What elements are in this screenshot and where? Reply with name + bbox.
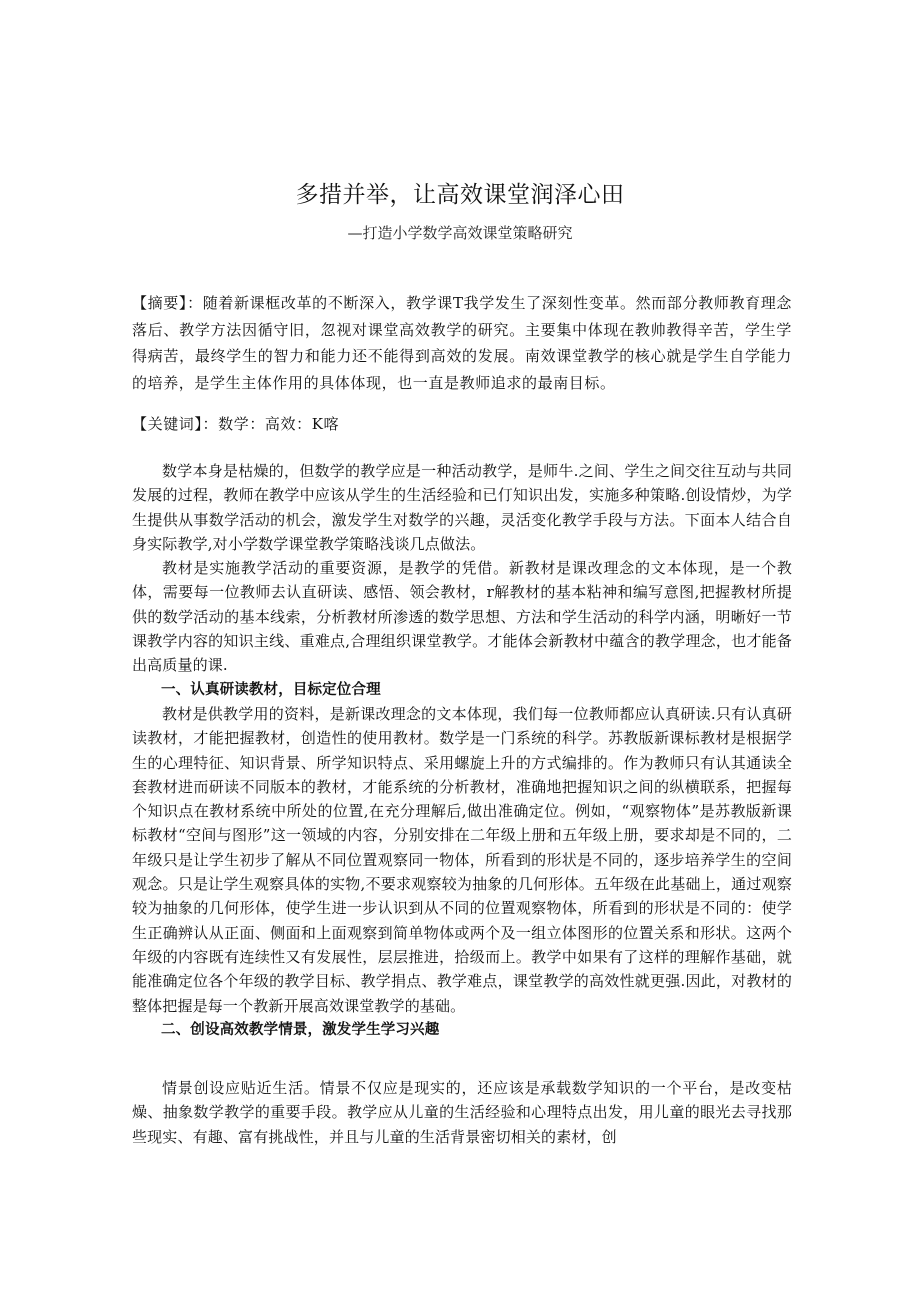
keywords [132, 411, 792, 437]
body-paragraph: 数学本身是枯燥的，但数学的教学应是一种活动教学，是师牛.之间、学生之间交往互动与共同发展的过程，教师在教学中应该从学生的生活经验和已仃知识出发，实施多种策略.创设情炒，为学生提供从事数学活动的机会，激发学生对数学的兴趣，灵活变化教学手段与方法。下面本人结合自身实际教学,对小学数学课堂教学策略浅谈几点做法。 [132, 462, 792, 553]
abstract-label: 【摘要】 [132, 294, 188, 312]
abstract-text: ：随着新课框改革的不断深入，教学课T我学发生了深刻性变革。然而部分教师教育理念落后、教学方法因循守旧，忽视对课堂高效教学的研究。主要集中体现在教帅教得辛苦，学生学得病苦，最终学生的智力和能力还不能得到高效的发展。南效课堂教学的核心就是学生自学能力的培养，是学生主体作用的具体体现，也一直是教师追求的最南目标。 [132, 294, 792, 392]
body-section-situation [132, 1076, 792, 1149]
abstract [132, 290, 792, 396]
document-subtitle: —打造小学数学高效课堂策略研究 [347, 224, 573, 242]
keywords-label: 【关键词】 [132, 415, 203, 433]
body-paragraph: 教材是供教学用的资料，是新课改理念的文本体现，我们每一位教师都应认真研读.只有认真研读教材，才能把握教材，创造性的使用教材。数学是一门系统的科学。苏教版新课标教材是根据学生的心理特征、知识背景、所学知识特点、采用螺旋上升的方式编排的。作为教师只有认其通读全套教材进而研读不同版本的教材，才能系统的分析教材，准确地把握知识之间的纵横联系，把握每个知识点在教材系统中所处的位置,在充分理解后,做出准确定位。例如，“观察物体”是苏教版新课标教材“空间与图形”这一领域的内容，分别安排在二年级上册和五年级上册，要求却是不同的，二年级只是让学生初步了解从不同位置观察同一物体，所看到的形状是不同的，逐步培养学生的空间观念。只是让学生观察具体的实物,不要求观察较为抽象的几何形体。五年级在此基础上，通过观察较为抽象的几何形体，使学生进一步认识到从不同的位置观察物体，所看到的形状是不同的：使学生正确辨认从正面、侧面和上面观察到简单物体或两个及一组立体图形的位置关系和形状。这两个年级的内容既有连续性又有发展性，层层推进，拾级而上。教学中如果有了这样的理解作基础，就能准确定位各个年级的教学目标、教学捐点、教学难点，课堂教学的高效性就更强.因此，对教材的整体把握是每一个教新开展高效课堂教学的基础。 [132, 704, 792, 1015]
body-paragraph: 情景创设应贴近生活。情景不仅应是现实的，还应该是承载数学知识的一个平台，是改变枯燥、抽象数学教学的重要手段。教学应从儿童的生活经验和心理特点出发，用儿童的眼光去寻找那些现实、有趣、富有挑战性，并且与儿童的生活背景密切相关的素材，创 [132, 1079, 792, 1146]
body-section-intro [132, 459, 792, 1042]
keywords-text: ：数学：高效：K喀 [202, 415, 340, 433]
section-heading-1: 一、认真研读教材，目标定位合理 [161, 681, 381, 698]
document-title: 多措并举，让高效课堂润泽心田 [295, 182, 625, 208]
section-heading-2: 二、创设高效教学情景，激发学生学习兴趣 [161, 1021, 440, 1038]
body-paragraph: 教材是实施教学活动的重要资源，是教学的凭借。新教材是课改理念的文本体现，是一个教体，需要每一位教师去认直研读、感悟、领会教材，r解教材的基本粘神和编写意图,把握教材所提供的数学活动的基本线索，分析教材所渗透的数学思想、方法和学生活动的科学内涵，明晰好一节课教学内容的知识主线、重难点,合理组织课堂教学。才能体会新教材中蕴含的教学理念，也才能备出高质量的课. [132, 559, 792, 675]
